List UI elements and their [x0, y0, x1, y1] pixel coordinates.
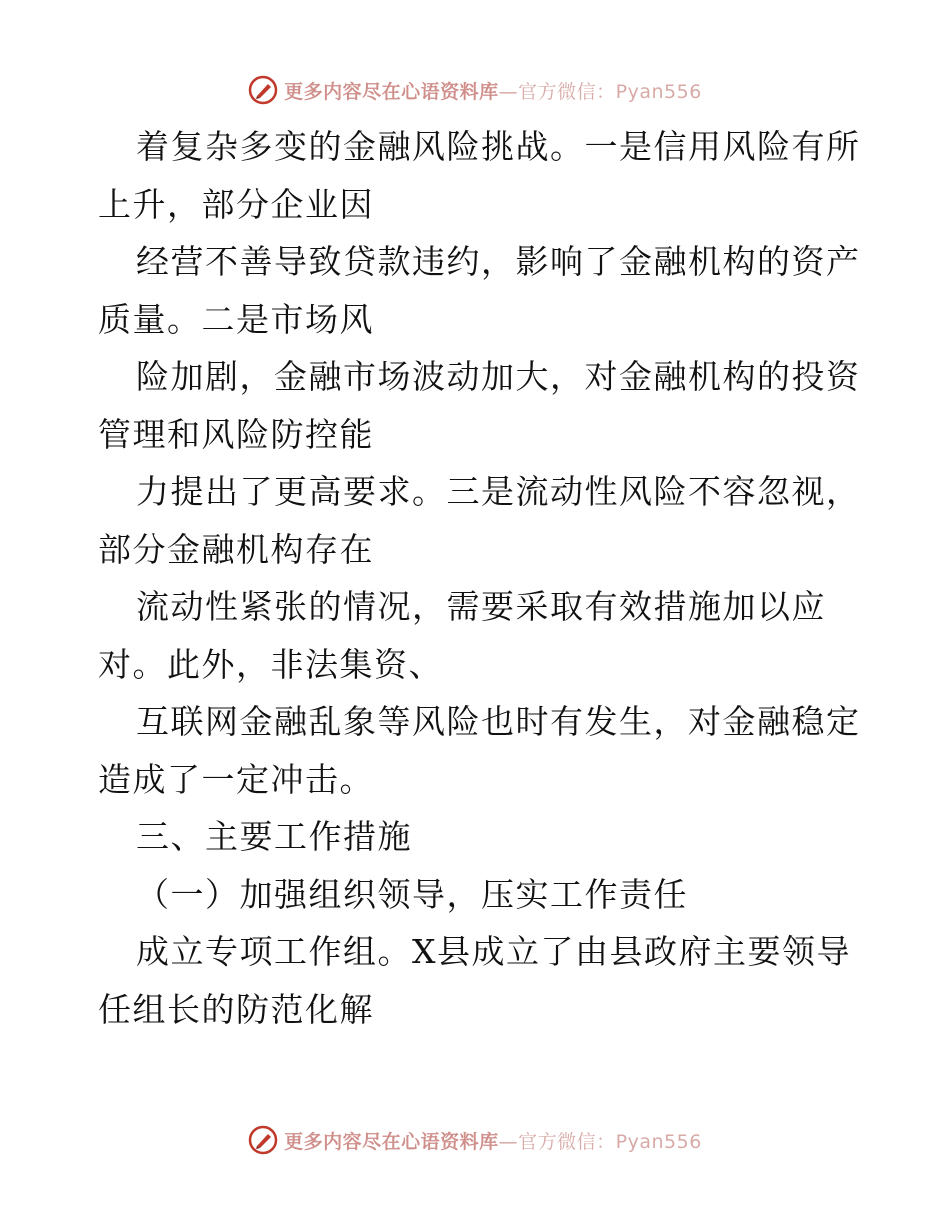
paragraph-line: 造成了一定冲击。	[98, 759, 374, 799]
paragraph-line: 对。此外，非法集资、	[98, 644, 443, 684]
paragraph-line: 经营不善导致贷款违约，影响了金融机构的资产	[136, 242, 861, 281]
paragraph-line: 管理和风险防控能	[98, 414, 374, 454]
watermark-brand: 更多内容尽在心语资料库	[284, 80, 499, 103]
paragraph-line: 险加剧，金融市场波动加大，对金融机构的投资	[136, 357, 861, 396]
watermark-text	[284, 1127, 702, 1154]
watermark-brand: 更多内容尽在心语资料库	[284, 1130, 499, 1153]
paragraph-line: 质量。二是市场风	[98, 299, 374, 339]
watermark-separator: —	[498, 80, 519, 103]
document-body	[98, 118, 861, 1038]
watermark-text	[284, 77, 702, 104]
watermark-separator: —	[498, 1130, 519, 1153]
pen-logo-icon	[248, 1125, 278, 1155]
paragraph-line: 成立专项工作组。X县成立了由县政府主要领导	[136, 932, 851, 971]
paragraph-line: 任组长的防范化解	[98, 989, 374, 1029]
paragraph-line: 上升，部分企业因	[98, 184, 374, 224]
section-heading: 三、主要工作措施	[136, 817, 412, 856]
footer-watermark-banner	[0, 1120, 950, 1160]
subsection-heading: （一）加强组织领导，压实工作责任	[136, 874, 688, 914]
header-watermark-banner	[0, 70, 950, 110]
paragraph-line: 互联网金融乱象等风险也时有发生，对金融稳定	[136, 702, 861, 741]
watermark-contact: 官方微信：Pyan556	[518, 80, 702, 103]
watermark-contact: 官方微信：Pyan556	[518, 1130, 702, 1153]
pen-logo-icon	[248, 75, 278, 105]
paragraph-line: 流动性紧张的情况，需要采取有效措施加以应	[136, 587, 826, 626]
paragraph-line: 力提出了更高要求。三是流动性风险不容忽视，	[136, 472, 861, 511]
paragraph-line: 着复杂多变的金融风险挑战。一是信用风险有所	[136, 127, 861, 166]
paragraph-line: 部分金融机构存在	[98, 529, 374, 569]
